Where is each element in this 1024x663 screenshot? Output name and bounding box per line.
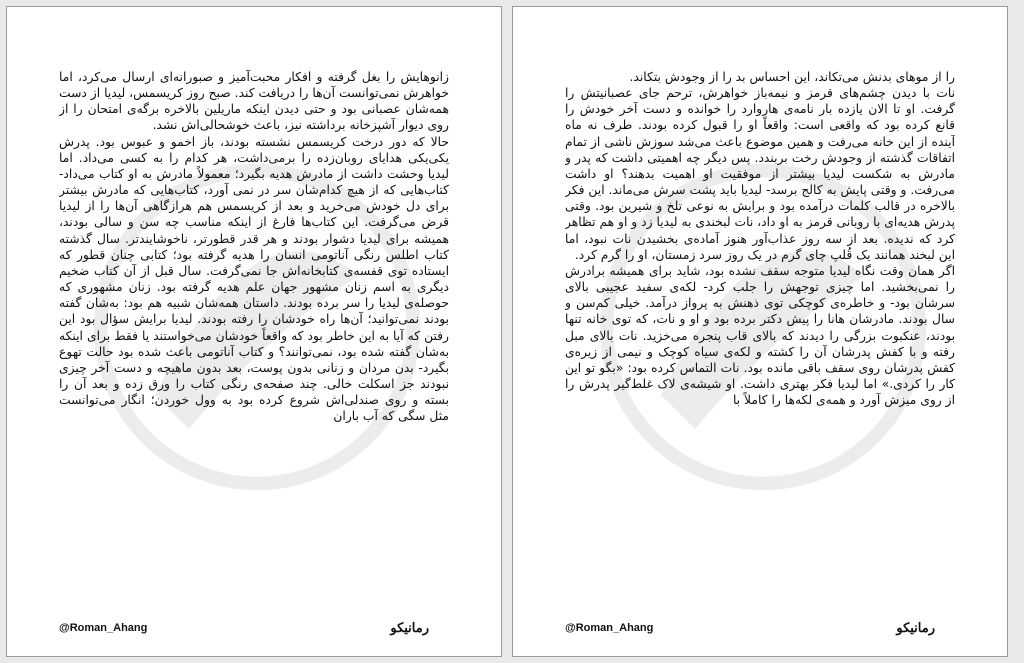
- paragraph: را از موهای بدنش می‌تکاند، این احساس بد را از وجودش بتکاند.: [629, 70, 955, 84]
- right-page: [512, 6, 1008, 657]
- page-footer: [565, 616, 955, 634]
- paragraph: اگر همان وقت نگاه لیدیا متوجه سقف نشده بود، شاید برای همیشه برادرش را نمی‌بخشید. اما چیزی توجهش را جلب کرد- لکه‌ی سفید عجیبی بالای سرشان بود- و خاطره‌ی کوچکی توی ذهنش به پرواز درآمد. خیلی کم‌سن و سال بودند. مادرشان هانا را پیش دکتر برده بود و او و نات، که توی خانه تنها بودند، عنکبوت بزرگی را دیدند که بالای قاب پنجره می‌خزید. نات بالای مبل رفته و با کفش پدرشان آن را کشته و لکه‌ی سیاه کوچک و نیمی از زیره‌ی کفش پدرشان روی سقف باقی مانده بود. نات التماس کرده بود: «بگو تو این کار را کردی.» اما لیدیا فکر بهتری داشت. او شیشه‌ی لاک غلط‌گیر پدرش را از روی میزش آورد و همه‌ی لکه‌ها را کاملاً با: [565, 263, 955, 408]
- brand-logo-text: رمانیکو: [390, 621, 429, 636]
- paragraph: حالا که دور درخت کریسمس نشسته بودند، باز اخمو و عبوس بود. پدرش یکی‌یکی هدایای روبان‌زده را برمی‌داشت، هر کدام را به کسی می‌داد. اما لیدیا وحشت داشت از مادرش هدیه بگیرد؛ معمولاً مادرش به او کتاب می‌داد- کتاب‌هایی که از هیچ کدام‌شان سر در نمی آورد، کتاب‌هایی که مادرش بیشتر برای دل خودش می‌خرید و بعد از کریسمس هم هرازگاهی آن‌ها را از لیدیا قرض می‌گرفت. این کتاب‌ها فارغ از اینکه مناسب چه سن و سالی بودند، همیشه برای لیدیا دشوار بودند و هر قدر قطورتر، ناخوشایندتر. سال گذشته کتاب اطلس رنگی آناتومی انسان را هدیه گرفته بود؛ کتابی چنان قطور که ایستاده توی قفسه‌ی کتابخانه‌اش جا نمی‌گرفت. سال قبل از آن کتاب ضخیم دیگری به اسم زنان مشهور جهان علم هدیه گرفته بود. زنان مشهوری که حوصله‌ی لیدیا را سر برده بودند. داستان همه‌شان شبیه هم بود: به‌شان گفته بودند نمی‌توانید؛ آن‌ها راه خودشان را رفته بودند. لیدیا برایش سؤال بود این رفتن که آیا به این خاطر بود که واقعاً خودشان می‌خواستند یا فقط برای اینکه به‌شان گفته شده بود، نمی‌توانند؟ و کتاب آناتومی باعث شده بود حالت تهوع بگیرد- بدن مردان و زنانی بدون پوست، بعد بدون ماهیچه و دست آخر چیزی نبودند جز اسکلت خالی. چند صفحه‌ی رنگی کتاب را ورق زده و بعد آن را بسته و روی صندلی‌اش شروع کرده بود به وول خوردن؛ انگار می‌توانست مثل سگی که آب باران: [59, 134, 449, 424]
- page-text: [59, 69, 449, 586]
- paragraph: نات با دیدن چشم‌های قرمز و نیمه‌باز خواهرش، ترحم جای عصبانیتش را گرفت. او تا الان یازده بار نامه‌ی هاروارد را خوانده و دست آخر خودش را قانع کرده بود که واقعی است: واقعاً او را قبول کرده بودند. طرف نه ماه آینده از این خانه می‌رفت و همین موضوع باعث می‌شد سوزش ناشی از تمام اتفاقات گذشته از وجودش رخت بربندد. پس دیگر چه اهمیتی داشت که پدر و مادرش به شکست لیدیا بیشتر از موفقیت او اهمیت بدهند؟ او داشت می‌رفت. و وقتی پایش به کالج برسد- لیدیا باید پشت سرش می‌ماند. این فکر بالاخره در قالب کلمات درآمده بود و برایش به نوعی تلخ و شیرین بود. وقتی پدرش هدیه‌ای با روبانی قرمز به او داد، نات لبخندی به لیدیا زد و او هم تظاهر کرد که ندیده. بعد از سه روز عذاب‌آور هنوز آماده‌ی بخشیدن نات نبود، اما این لبخند همانند یک قُلپ چای گرم در یک روز سرد زمستان، او را گرم کرد.: [565, 86, 955, 262]
- left-page: [6, 6, 502, 657]
- channel-handle: @Roman_Ahang: [59, 622, 148, 634]
- paragraph: زانوهایش را بغل گرفته و افکار محبت‌آمیز و صبورانه‌ای ارسال می‌کرد، اما خواهرش نمی‌توانست آن‌ها را دریافت کند. صبح روز کریسمس، لیدیا از دست همه‌شان عصبانی بود و حتی دیدن اینکه ماریلین بالاخره برگه‌ی امتحان را از روی دیوار آشپزخانه برداشته نیز، باعث خوشحالی‌اش نشد.: [59, 70, 449, 133]
- channel-handle: @Roman_Ahang: [565, 622, 654, 634]
- brand-logo-text: رمانیکو: [896, 621, 935, 636]
- page-footer: [59, 616, 449, 634]
- page-text: [565, 69, 955, 586]
